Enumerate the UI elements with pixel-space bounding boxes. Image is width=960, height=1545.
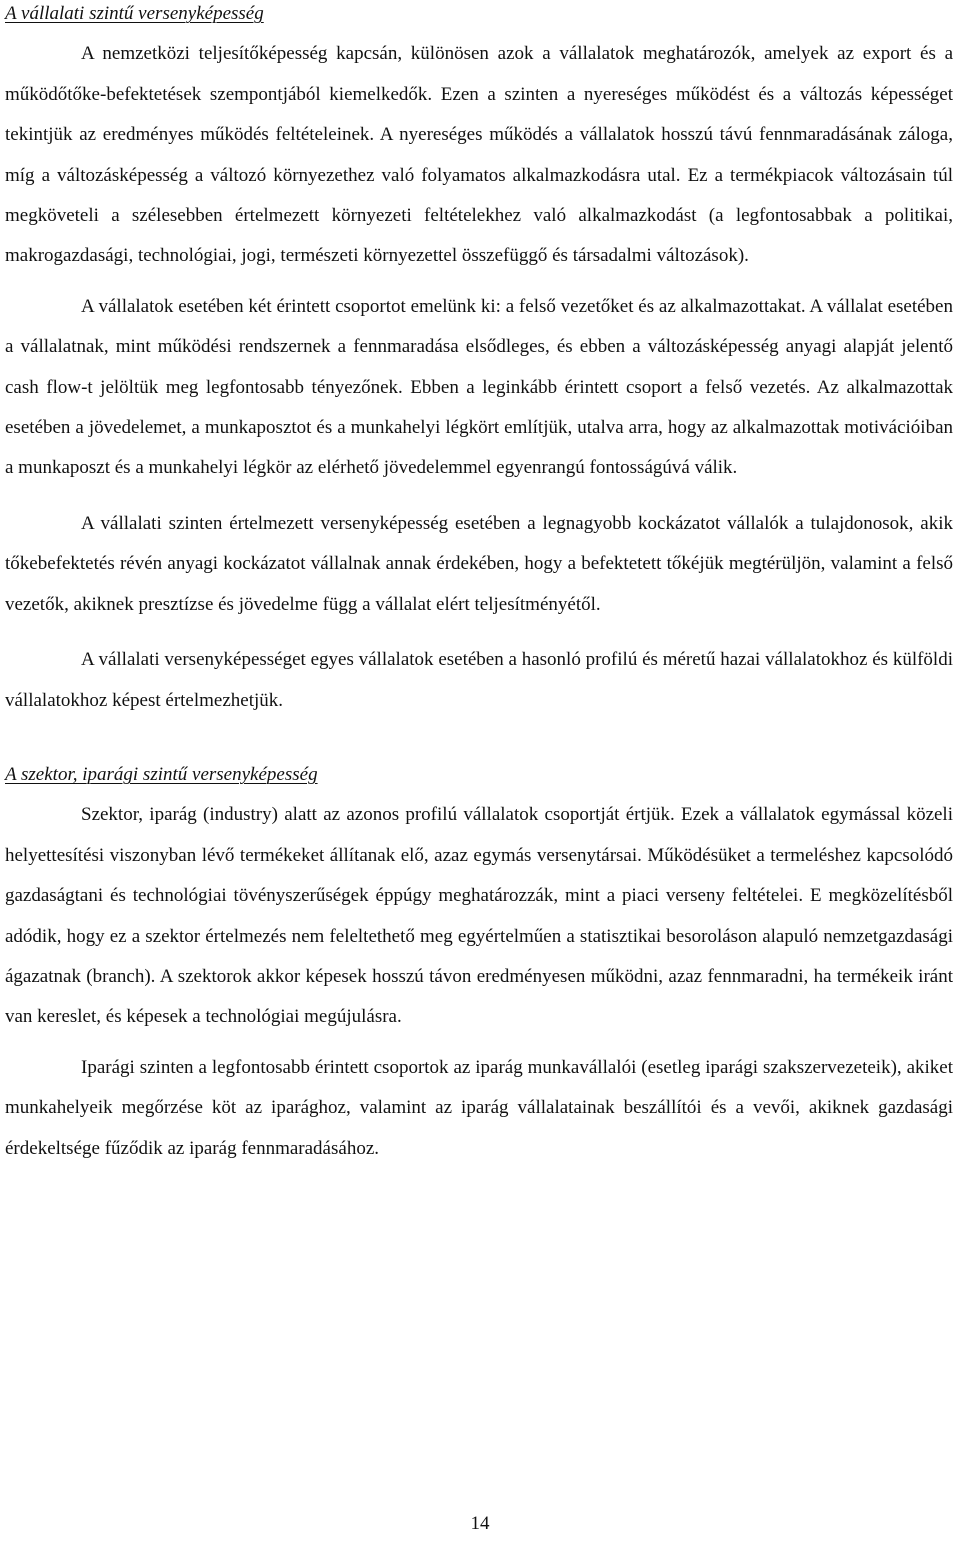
paragraph: Szektor, iparág (industry) alatt az azonos profilú vállalatok csoportját értjük. Ezek a vállalatok egymással közeli helyettesítési viszonyban lévő termékeket állítanak elő, azaz egymás versenytársai. Működésüket a termeléshez kapcsolódó gazdaságtani és technológiai tövényszerűségek éppúgy meghatározzák, mint a piaci verseny feltételei. E megközelítésből adódik, hogy ez a szektor értelmezés nem feleltethető meg egyértelműen a statisztikai besoroláson alapuló nemzetgazdasági ágazatnak (branch). A szektorok akkor képesek hosszú távon eredményesen működni, azaz fennmaradni, ha termékeik iránt van kereslet, és képesek a technológiai megújulásra. xyxy=(5,804,953,1028)
page-number: 14 xyxy=(470,1513,490,1534)
paragraph: A vállalati versenyképességet egyes vállalatok esetében a hasonló profilú és méretű hazai vállalatokhoz és külföldi vállalatokhoz képest értelmezhetjük. xyxy=(5,649,953,711)
paragraph: A nemzetközi teljesítőképesség kapcsán, különösen azok a vállalatok meghatározók, amelyek az export és a működőtőke-befektetések szempontjából kiemelkedők. Ezen a szinten a nyereséges működést és a változás képességet tekintjük az eredményes működés feltételeinek. A nyereséges működés a vállalatok hosszú távú fennmaradásának záloga, míg a változásképesség a változó környezethez való folyamatos alkalmazkodásra utal. Ez a termékpiacok változásain túl megköveteli a szélesebben értelmezett környezeti feltételekhez való alkalmazkodást (a legfontosabbak a politikai, makrogazdasági, technológiai, jogi, természeti környezettel összefüggő és társadalmi változások). xyxy=(5,43,953,267)
section-heading-company-level: A vállalati szintű versenyképesség xyxy=(5,3,264,24)
paragraph: A vállalati szinten értelmezett versenyképesség esetében a legnagyobb kockázatot vállalók a tulajdonosok, akik tőkebefektetés révén anyagi kockázatot vállalnak annak érdekében, hogy a befektetett tőkéjük megtérüljön, valamint a felső vezetők, akiknek presztízse és jövedelme függ a vállalat elért teljesítményétől. xyxy=(5,512,953,615)
paragraph: A vállalatok esetében két érintett csoportot emelünk ki: a felső vezetőket és az alkalmazottakat. A vállalat esetében a vállalatnak, mint működési rendszernek a fennmaradása elsődleges, és ebben a változásképesség anyagi alapját jelentő cash flow-t jelöltük meg legfontosabb tényezőnek. Ebben a leginkább érintett csoport a felső vezetés. Az alkalmazottak esetében a jövedelemet, a munkaposztot és a munkahelyi légkört említjük, utalva arra, hogy az alkalmazottak motivációiban a munkaposzt és a munkahelyi légkör az elérhető jövedelemmel egyenrangú fontosságúvá válik. xyxy=(5,295,953,479)
paragraph: Iparági szinten a legfontosabb érintett csoportok az iparág munkavállalói (esetleg iparági szakszervezeteik), akiket munkahelyeik megőrzése köt az iparághoz, valamint az iparág vállalatainak beszállítói és a vevői, akiknek gazdasági érdekeltsége fűződik az iparág fennmaradásához. xyxy=(5,1056,953,1159)
section-heading-sector-level: A szektor, iparági szintű versenyképesség xyxy=(5,763,318,785)
page-content xyxy=(5,0,953,1169)
